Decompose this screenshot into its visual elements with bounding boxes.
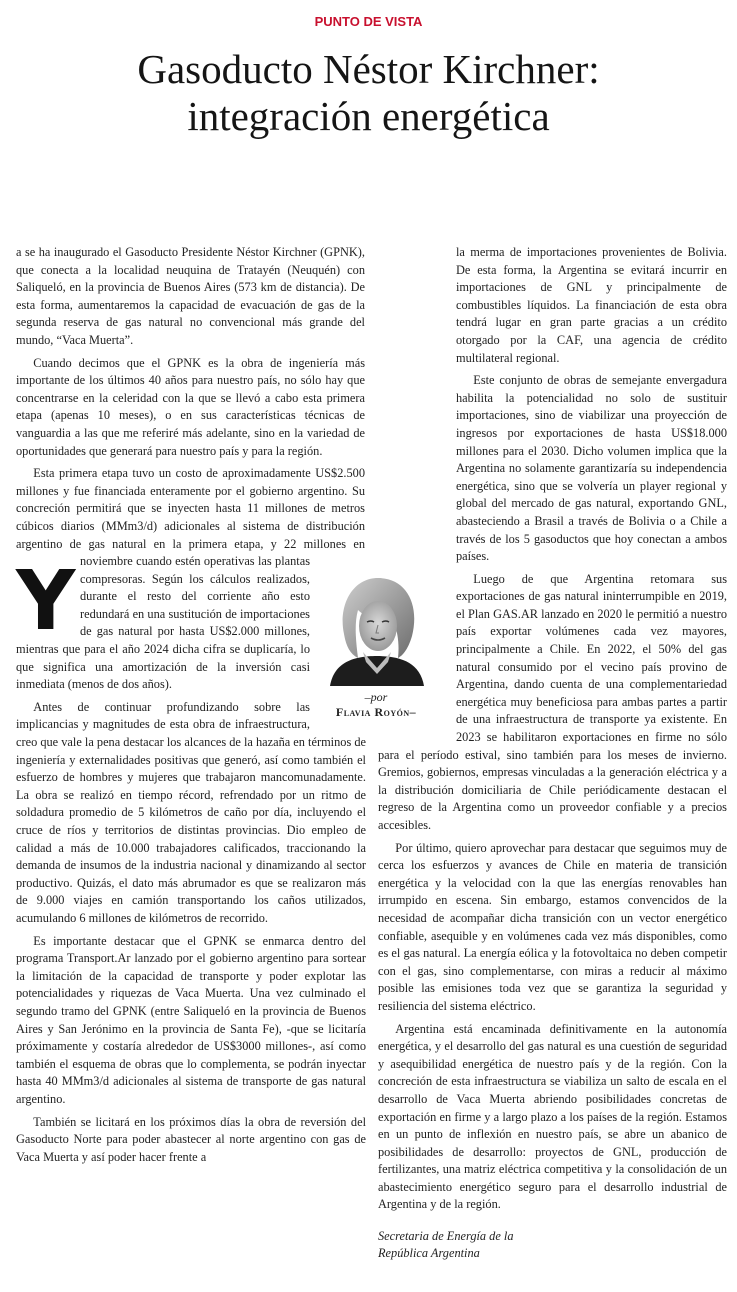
- paragraph-7: Este conjunto de obras de semejante envergadura habilita la potencialidad no solo de sustituir importaciones, sino de viabilizar una proyección de ingresos por exportaciones de hasta US$18.000 millones para el 2030. Dicho volumen implica que la Argentina no solamente garantizaría su independencia energética, sino que se volvería un player regional y global del mercado de gas natural, exportando GNL, abasteciendo a Brasil a través de Bolivia o a Chile a través de los 5 gasoductos que hoy conectan a ambos países.: [456, 373, 727, 564]
- paragraph-6: También se licitará en los próximos días la obra de reversión del Gasoducto Norte para poder abastecer al norte argentino con gas de Vaca Muerta y así poder hacer frente a: [16, 1114, 366, 1164]
- paragraph-10: Argentina está encaminada definitivamente en la autonomía energética, y el desarrollo del gas natural es una cuestión de seguridad y asequibilidad energética de nuestro país y de la región. Con la concreción de esta infraestructura se viabiliza un salto de escala en el desarrollo de Vaca Muerta abriendo posibilidades concretas de exportación en firme y a largo plazo a los países de la región. Estamos en un punto de inflexión en nuestro país, se abre un abanico de posibilidades de desarrollo: proyectos de GNL, producción de fertilizantes, una matriz eléctrica competitiva y la consolidación de un abastecimiento energético seguro para el desarrollo industrial de Argentina y de la región.: [378, 1021, 727, 1212]
- paragraph-4: Antes de continuar profundizando sobre las implicancias y magnitudes de esta obra de infraestructura, creo que vale la pena destacar los alcances de la hazaña en términos de ingeniería y externalidades positivas que generó, así como también el esfuerzo de hombres y mujeres que trabajaron mancomunadamente. La obra se realizó en tiempo récord, refrendado por un ritmo de soldadura promedio de 5 kilómetros de caño por día, incluyendo el cruce de ríos y territorios de distintas provincias. Dio empleo de calidad a más de 10.000 trabajadores calificados, traccionando la demanda de insumos de la industria nacional y dinamizando al sector productivo. Quizás, el dato más abrumador es que se realizaron más de 9.000 viajes en camión transportando los caños utilizados, acumulando 6 millones de kilómetros de recorrido.: [16, 699, 366, 925]
- paragraph-1: Y a se ha inaugurado el Gasoducto Presidente Néstor Kirchner (GPNK), que conecta a la localidad neuquina de Tratayén (Neuquén) con Saliqueló, en la provincia de Buenos Aires (573 km de distancia). De esta forma, aumentaremos la capacidad de evacuación de gas de la segunda reserva de gas natural no convencional más grande del mundo, “Vaca Muerta”.: [16, 245, 365, 649]
- author-title: [378, 1228, 727, 1262]
- headline-line-1: Gasoducto Néstor Kirchner:: [137, 46, 600, 92]
- headline-line-2: integración energética: [187, 93, 550, 139]
- byline-prefix: –por: [364, 690, 388, 704]
- paragraph-2: Cuando decimos que el GPNK es la obra de ingeniería más importante de los últimos 40 años para nuestro país, no sólo hay que concentrarse en la celeridad con la que se llevó a cabo esta primera etapa (apenas 10 meses), o en sus características técnicas de vanguardia a las que me referiré más adelante, sino en la variedad de oportunidades que generará para nuestro país y para la región.: [16, 355, 365, 458]
- byline: [316, 690, 436, 720]
- article-column-left: [16, 244, 366, 1166]
- paragraph-9: Por último, quiero aprovechar para destacar que seguimos muy de cerca los esfuerzos y avances de Chile en materia de transición energética y la velocidad con la que las energías renovables han irrumpido en escena. Sin embargo, estamos convencidos de la necesidad de acompañar dicha transición con un vector energético confiable, asequible y en volúmenes cada vez más disponibles, como es el gas natural. La energía eólica y la fotovoltaica no deben competir con el gas, sino complementarse, con miras a reducir al máximo posible las emisiones toda vez que se garantiza la seguridad y resiliencia del sistema eléctrico.: [378, 840, 727, 1013]
- article-column-right: [378, 244, 727, 1262]
- author-title-line-2: República Argentina: [378, 1246, 480, 1261]
- author-title-line-1: Secretaria de Energía de la: [378, 1229, 514, 1244]
- author-name: Flavia Royón–: [335, 705, 417, 719]
- paragraph-5: Es importante destacar que el GPNK se enmarca dentro del programa Transport.Ar lanzado por el gobierno argentino para sortear la limitación de la capacidad de transporte y poder explotar las potencialidades y riquezas de Vaca Muerta. Una vez culminado el segundo tramo del GPNK (entre Saliqueló en la provincia de Buenos Aires y San Jerónimo en la provincia de Santa Fe), -que se licitaría próximamente y costaría alrededor de US$3000 millones-, así como también el esquema de obras que lo complementa, se podrán inyectar hasta 40 MMm3/d adicionales al sistema de transporte de gas natural argentino.: [16, 933, 366, 1106]
- drop-cap: Y: [16, 554, 76, 649]
- headline: [20, 46, 717, 140]
- author-portrait: [316, 570, 438, 686]
- paragraph-8: Luego de que Argentina retomara sus exportaciones de gas natural ininterrumpible en 2019, el Plan GAS.AR lanzado en 2020 le permitió a nuestro país exportar volúmenes cada vez mayores, principalmente a Chile. En 2022, el 50% del gas natural consumido por el vecino país provino de Argentina, dando cuenta de una complementariedad energética muy beneficiosa para ambas partes a partir de una infraestructura de transporte ya existente. En 2023 se habilitaron exportaciones en firme no sólo para el período estival, sino también para los meses de invierno. Gremios, gobiernos, empresas vinculadas a la generación eléctrica y a la distribución domiciliaria de Chile periódicamente destacan el regreso de la Argentina como un proveedor confiable y a precios accesibles.: [378, 571, 727, 832]
- paragraph-6-continued: la merma de importaciones provenientes de Bolivia. De esta forma, la Argentina se evitará incurrir en importaciones de GNL y principalmente de combustibles líquidos. La financiación de esta obra tendrá lugar en gran parte gracias a un crédito otorgado por la CAF, una agencia de crédito multilateral regional.: [456, 245, 727, 365]
- paragraph-3: Esta primera etapa tuvo un costo de aproximadamente US$2.500 millones y fue financiada enteramente por el gobierno argentino. Su concreción permitirá que se inyecten hasta 11 millones de metros cúbicos diarios (MMm3/d) adicionales al sistema de distribución argentino de gas natural en la primera etapa, y 22 millones en noviembre cuando estén operativas las plantas compresoras. Según los cálculos realizados, durante el resto del corriente año esto redundará en una sustitución de importaciones de gas natural por hasta US$2.000 millones, mientras que para el año 2024 dicha cifra se duplicaría, lo que significa una amortización de la inversión casi inmediata (menos de dos años).: [16, 466, 365, 692]
- section-label: PUNTO DE VISTA: [314, 14, 423, 29]
